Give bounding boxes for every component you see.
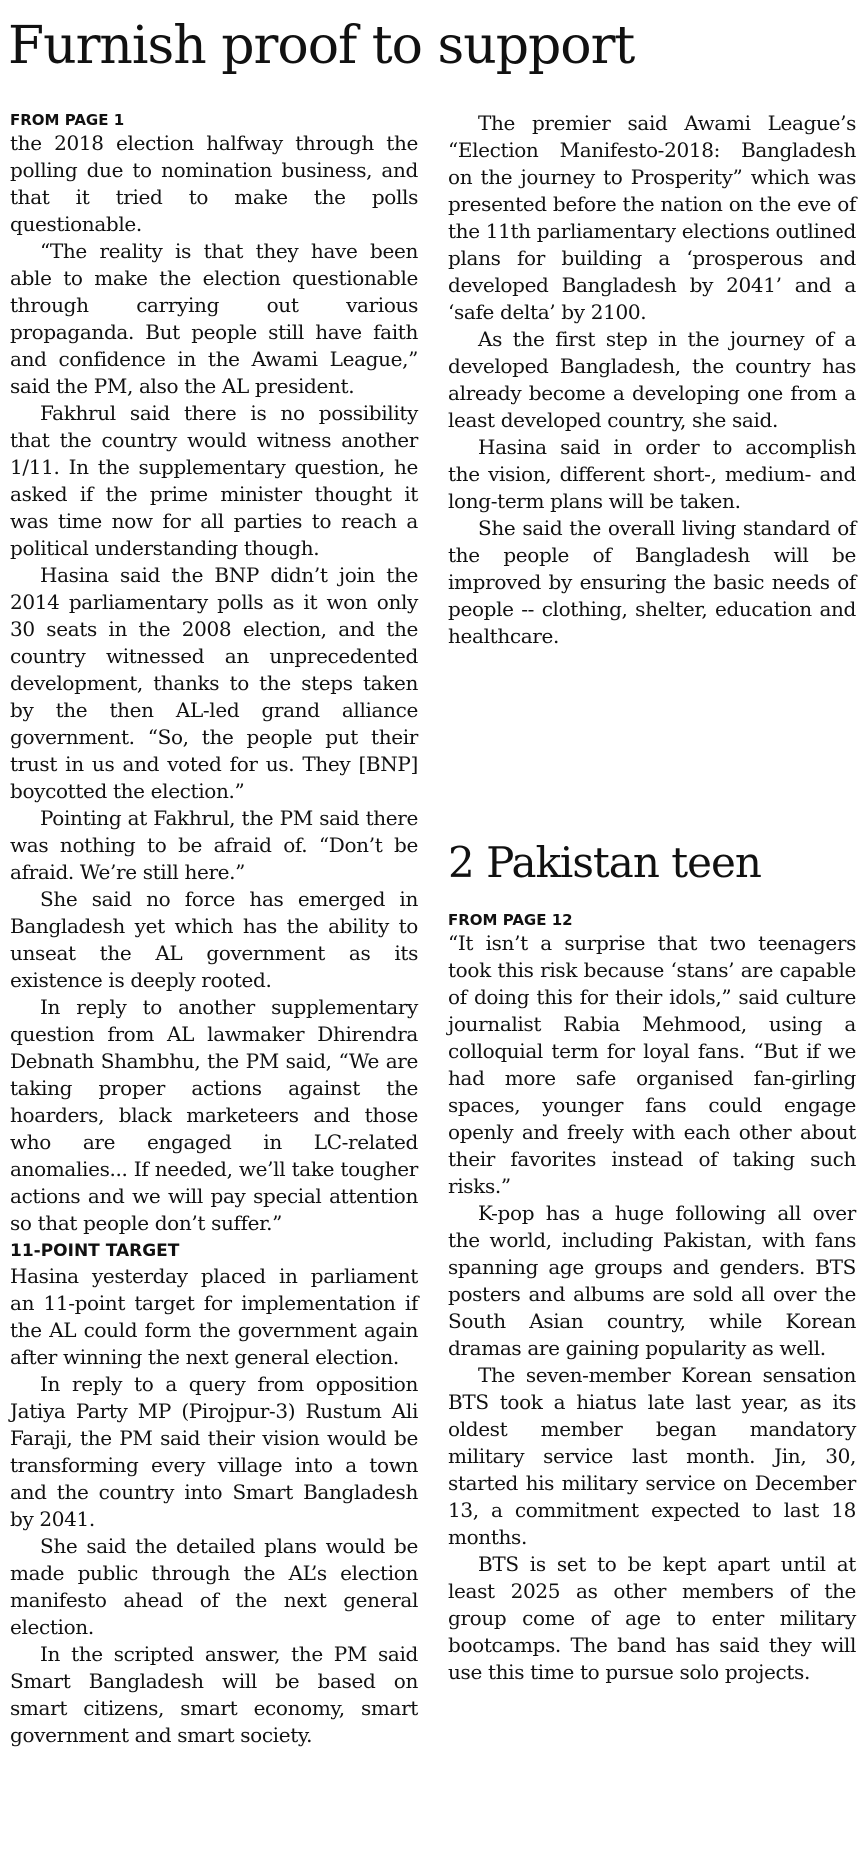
story1-paragraph: In reply to a query from opposition Jatiya Party MP (Pirojpur-3) Rustum Ali Faraji, the PM said their vision would be transforming every village into a town and the country into Smart Bangladesh by 2041. (10, 1372, 418, 1531)
story1-paragraph: She said the overall living standard of the people of Bangladesh will be improved by ensuring the basic needs of people -- clothing, shelter, education and healthcare. (448, 516, 856, 648)
story2-paragraph: The seven-member Korean sensation BTS took a hiatus late last year, as its oldest member began mandatory military service last month. Jin, 30, started his military service on December 13, a commitment expected to last 18 months. (448, 1363, 856, 1549)
story1-paragraph: Hasina said in order to accomplish the vision, different short-, medium- and long-term plans will be taken. (448, 435, 856, 513)
story1-jump-label: FROM PAGE 1 (10, 111, 125, 129)
story1-paragraph: Hasina yesterday placed in parliament an 11-point target for implementation if the AL could form the government again after winning the next general election. (10, 1264, 418, 1369)
story2-jump-label: FROM PAGE 12 (448, 911, 573, 929)
story2-paragraph: “It isn’t a surprise that two teenagers took this risk because ‘stans’ are capable of doing this for their idols,” said culture journalist Rabia Mehmood, using a colloquial term for loyal fans. “But if we had more safe organised fan-girling spaces, younger fans could engage openly and freely with each other about their favorites instead of taking such risks.” (448, 931, 856, 1198)
story2-column (448, 910, 856, 1686)
story1-subhead: 11-POINT TARGET (10, 1241, 180, 1261)
story2-paragraph: BTS is set to be kept apart until at least 2025 as other members of the group come of age to enter military bootcamps. The band has said they will use this time to pursue solo projects. (448, 1552, 856, 1684)
story1-paragraph: She said the detailed plans would be made public through the AL’s election manifesto ahead of the next general election. (10, 1534, 418, 1639)
story1-column-1 (10, 110, 418, 1749)
story1-paragraph: The premier said Awami League’s “Election Manifesto-2018: Bangladesh on the journey to Prosperity” which was presented before the nation on the eve of the 11th parliamentary elections outlined plans for building a ‘prosperous and developed Bangladesh by 2041’ and a ‘safe delta’ by 2100. (448, 111, 856, 324)
story1-headline: Furnish proof to support (8, 16, 635, 76)
story1-paragraph: She said no force has emerged in Bangladesh yet which has the ability to unseat the AL government as its existence is deeply rooted. (10, 887, 418, 992)
story1-paragraph: Hasina said the BNP didn’t join the 2014 parliamentary polls as it won only 30 seats in the 2008 election, and the country witnessed an unprecedented development, thanks to the steps taken by the then AL-led grand alliance government. “So, the people put their trust in us and voted for us. They [BNP] boycotted the election.” (10, 563, 418, 803)
story1-paragraph: In the scripted answer, the PM said Smart Bangladesh will be based on smart citizens, smart economy, smart government and smart society. (10, 1642, 418, 1747)
story1-paragraph: Pointing at Fakhrul, the PM said there was nothing to be afraid of. “Don’t be afraid. We’re still here.” (10, 806, 418, 884)
story1-column-2 (448, 110, 856, 650)
story1-paragraph: As the first step in the journey of a developed Bangladesh, the country has already become a developing one from a least developed country, she said. (448, 327, 856, 432)
story1-paragraph: Fakhrul said there is no possibility that the country would witness another 1/11. In the supplementary question, he asked if the prime minister thought it was time now for all parties to reach a political understanding though. (10, 401, 418, 560)
story1-paragraph: the 2018 election halfway through the polling due to nomination business, and that it tried to make the polls questionable. (10, 131, 418, 236)
story2-headline: 2 Pakistan teen (448, 838, 761, 887)
story1-paragraph: “The reality is that they have been able to make the election questionable through carrying out various propaganda. But people still have faith and confidence in the Awami League,” said the PM, also the AL president. (10, 239, 418, 398)
story2-paragraph: K-pop has a huge following all over the world, including Pakistan, with fans spanning age groups and genders. BTS posters and albums are sold all over the South Asian country, while Korean dramas are gaining popularity as well. (448, 1201, 856, 1360)
story1-paragraph: In reply to another supplementary question from AL lawmaker Dhirendra Debnath Shambhu, the PM said, “We are taking proper actions against the hoarders, black marketeers and those who are engaged in LC-related anomalies... If needed, we’ll take tougher actions and we will pay special attention so that people don’t suffer.” (10, 995, 418, 1235)
